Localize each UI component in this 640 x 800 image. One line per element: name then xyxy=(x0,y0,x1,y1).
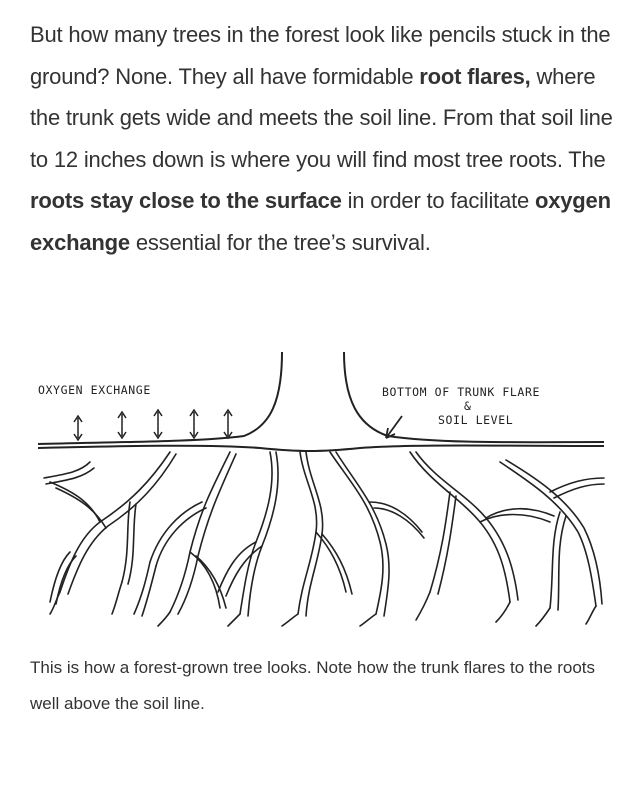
paragraph-text-3: in order to facilitate xyxy=(341,188,535,213)
root-flare-illustration xyxy=(30,352,610,630)
ampersand-label: & xyxy=(464,399,472,413)
paragraph-text-2: where the trunk gets wide and meets the soil line. From that soil line to 12 inches down is where you will find most tree roots. The xyxy=(30,63,613,172)
roots-surface-emphasis: roots stay close to the surface xyxy=(30,188,342,213)
soil-level-label: SOIL LEVEL xyxy=(438,413,514,427)
figure-caption: This is how a forest-grown tree looks. Note how the trunk flares to the roots well above the soil line. xyxy=(30,658,596,713)
root-system-drawing xyxy=(30,352,610,630)
paragraph-text-1: But how many trees in the forest look like pencils stuck in the ground? None. They all have formidable xyxy=(30,22,611,89)
article-paragraph xyxy=(30,14,620,263)
article-body xyxy=(30,14,620,263)
oxygen-arrows xyxy=(74,410,232,440)
trunk-flare-label: BOTTOM OF TRUNK FLARE xyxy=(382,385,540,399)
soil-level-pointer xyxy=(386,416,402,438)
paragraph-text-4: essential for the tree’s survival. xyxy=(129,229,431,255)
root-flares-emphasis: root flares, xyxy=(419,63,531,89)
oxygen-exchange-emphasis: oxygen exchange xyxy=(30,188,611,255)
oxygen-exchange-label: OXYGEN EXCHANGE xyxy=(38,383,151,397)
root-network xyxy=(44,452,604,626)
